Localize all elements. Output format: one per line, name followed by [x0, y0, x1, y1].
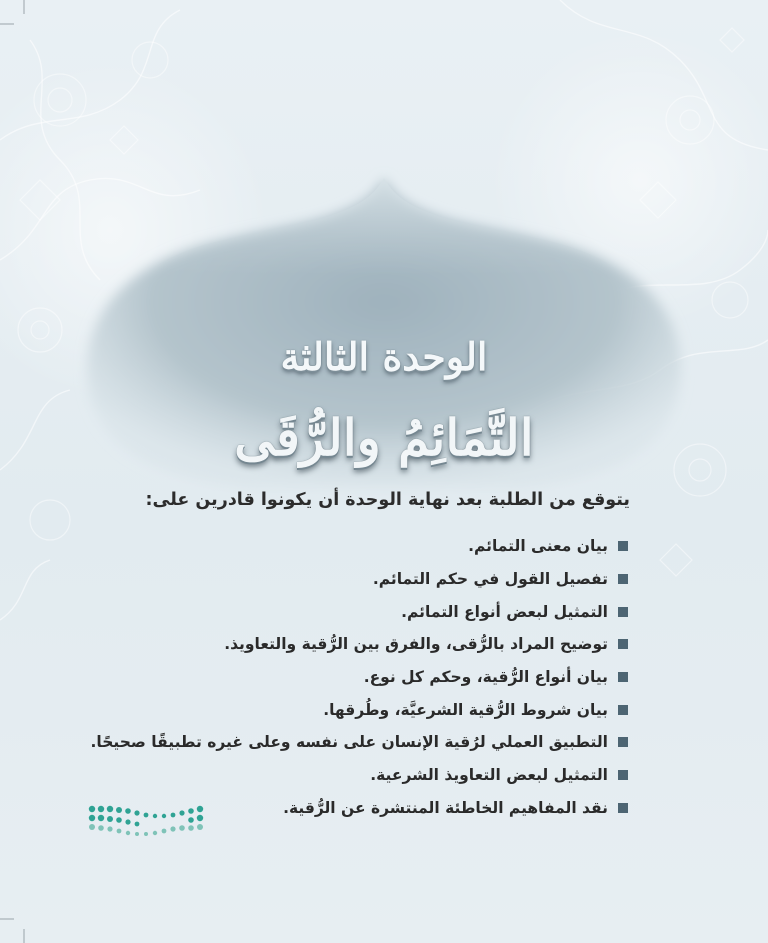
list-item — [88, 661, 628, 694]
list-item — [88, 726, 628, 759]
list-item — [88, 628, 628, 661]
ministry-dots-logo — [86, 803, 210, 839]
square-bullet-icon — [618, 639, 628, 649]
list-item — [88, 595, 628, 628]
objective-text: تفصيل القول في حكم التمائم. — [372, 570, 608, 589]
square-bullet-icon — [618, 541, 628, 551]
square-bullet-icon — [618, 574, 628, 584]
objective-text: بيان معنى التمائم. — [468, 537, 608, 556]
objective-text: التمثيل لبعض أنواع التمائم. — [401, 602, 608, 621]
objective-text: بيان شروط الرُّقية الشرعيَّة، وطُرقها. — [323, 700, 608, 719]
objective-text: توضيح المراد بالرُّقى، والفرق بين الرُّقية والتعاويذ. — [224, 635, 608, 654]
list-item — [88, 563, 628, 596]
square-bullet-icon — [618, 803, 628, 813]
unit-label: الوحدة الثالثة — [280, 334, 488, 379]
square-bullet-icon — [618, 770, 628, 780]
square-bullet-icon — [618, 737, 628, 747]
square-bullet-icon — [618, 672, 628, 682]
list-item — [88, 530, 628, 563]
list-item — [88, 759, 628, 792]
objectives-intro: يتوقع من الطلبة بعد نهاية الوحدة أن يكونوا قادرين على: — [145, 490, 630, 510]
square-bullet-icon — [618, 607, 628, 617]
square-bullet-icon — [618, 705, 628, 715]
objective-text: بيان أنواع الرُّقية، وحكم كل نوع. — [363, 668, 608, 687]
objective-text: التطبيق العملي لرُقية الإنسان على نفسه وعلى غيره تطبيقًا صحيحًا. — [90, 733, 608, 752]
objectives-list — [88, 530, 628, 824]
list-item — [88, 693, 628, 726]
objective-text: نقد المفاهيم الخاطئة المنتشرة عن الرُّقية. — [283, 798, 608, 817]
objective-text: التمثيل لبعض التعاويذ الشرعية. — [370, 766, 608, 785]
unit-title: التَّمَائِمُ والرُّقَى — [234, 408, 534, 467]
